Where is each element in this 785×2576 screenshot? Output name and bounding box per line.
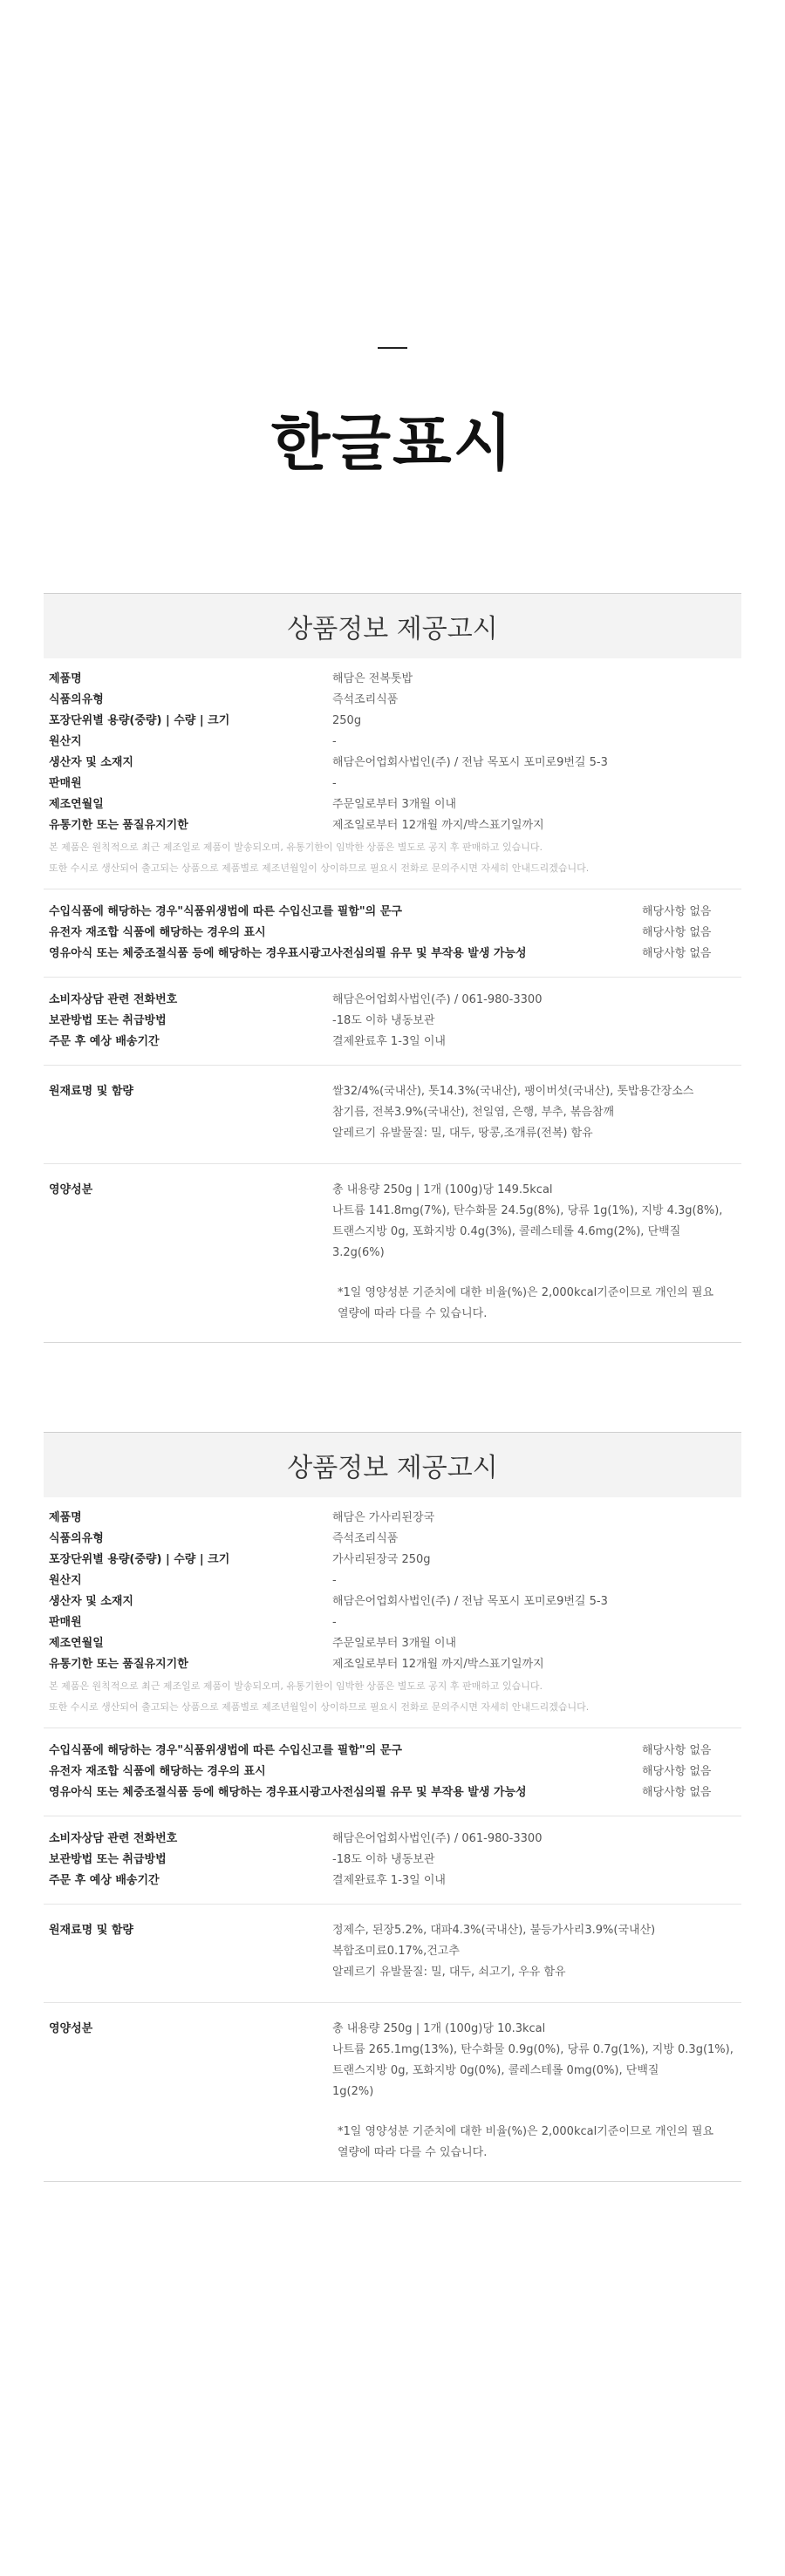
- info-row: [44, 1508, 741, 1529]
- row-value: 해담은어업회사법인(주) / 061-980-3300: [332, 993, 543, 1006]
- info-row: [44, 902, 741, 923]
- product-notice-2: [44, 1432, 741, 2182]
- info-row: [44, 1529, 741, 1550]
- row-label: 원재료명 및 함량: [49, 1924, 133, 1937]
- row-label: 원산지: [49, 1574, 82, 1587]
- row-label: 영양성분: [49, 1183, 93, 1196]
- note-text: 본 제품은 원칙적으로 최근 제조일로 제품이 발송되오며, 유통기한이 임박한 상품은 별도로 공지 후 판매하고 있습니다.: [49, 1680, 543, 1692]
- row-value: 주문일로부터 3개월 이내: [332, 798, 457, 811]
- info-row: [44, 1633, 741, 1654]
- row-value: 해당사항 없음: [642, 1744, 712, 1757]
- basic-info-group: [44, 658, 741, 889]
- info-row: [44, 1011, 741, 1032]
- row-label: 소비자상담 관련 전화번호: [49, 1832, 178, 1845]
- info-row: [44, 773, 741, 794]
- row-label: 유통기한 또는 품질유지기한: [49, 819, 188, 832]
- info-row: [44, 1920, 741, 1983]
- row-label: 생산자 및 소재지: [49, 756, 133, 769]
- row-value: 해담은 전복톳밥: [332, 672, 413, 685]
- notice-header: 상품정보 제공고시: [44, 593, 741, 658]
- info-row: [44, 732, 741, 753]
- row-value: 해당사항 없음: [642, 905, 712, 918]
- info-row: [44, 1850, 741, 1871]
- nutrition-line: 나트륨 141.8mg(7%), 탄수화물 24.5g(8%), 당류 1g(1%), 지방 4.3g(8%),: [332, 1204, 723, 1217]
- row-value: 즉석조리식품: [332, 693, 399, 706]
- info-row: [44, 1762, 741, 1782]
- row-value: 즉석조리식품: [332, 1532, 399, 1545]
- row-label: 보관방법 또는 취급방법: [49, 1014, 167, 1027]
- row-label: 제품명: [49, 1511, 82, 1524]
- info-row: [44, 923, 741, 944]
- import-info-group: [44, 889, 741, 978]
- info-row: [44, 1550, 741, 1571]
- row-label: 영양성분: [49, 2022, 93, 2035]
- row-value: 해담은어업회사법인(주) / 전남 목포시 포미로9번길 5-3: [332, 1595, 608, 1608]
- row-label: 주문 후 예상 배송기간: [49, 1035, 160, 1048]
- info-row: [44, 1180, 741, 1325]
- row-value: 해당사항 없음: [642, 947, 712, 960]
- row-value: 제조일로부터 12개월 까지/박스표기일까지: [332, 819, 544, 832]
- row-label: 포장단위별 용량(중량) | 수량 | 크기: [49, 1553, 230, 1566]
- ingredients-group: [44, 1905, 741, 2003]
- row-label: 영유아식 또는 체중조절식품 등에 해당하는 경우표시광고사전심의필 유무 및 부작용 발생 가능성: [49, 947, 527, 960]
- nutrition-value: [332, 2019, 741, 2164]
- nutrition-line: 나트륨 265.1mg(13%), 탄수화물 0.9g(0%), 당류 0.7g(1%), 지방 0.3g(1%),: [332, 2043, 734, 2056]
- row-value: -: [332, 1616, 337, 1629]
- nutrition-line: 트랜스지방 0g, 포화지방 0.4g(3%), 콜레스테롤 4.6mg(2%), 단백질: [332, 1225, 681, 1238]
- info-row: [44, 711, 741, 732]
- title-dash: [378, 347, 407, 349]
- row-label: 제조연월일: [49, 1637, 104, 1650]
- row-value: 결제완료후 1-3일 이내: [332, 1874, 446, 1887]
- row-label: 영유아식 또는 체중조절식품 등에 해당하는 경우표시광고사전심의필 유무 및 부작용 발생 가능성: [49, 1786, 527, 1799]
- contact-info-group: [44, 1816, 741, 1905]
- info-row: [44, 1741, 741, 1762]
- info-row: [44, 1829, 741, 1850]
- info-row: [44, 1782, 741, 1803]
- row-label: 원산지: [49, 735, 82, 748]
- info-row: [44, 794, 741, 815]
- footnote-line: *1일 영양성분 기준치에 대한 비율(%)은 2,000kcal기준이므로 개인의 필요: [338, 2125, 714, 2138]
- info-row: [44, 1871, 741, 1891]
- info-row: [44, 1571, 741, 1591]
- ingredients-group: [44, 1066, 741, 1164]
- ingredients-line: 참기름, 전복3.9%(국내산), 천일염, 은행, 부추, 볶음참깨: [332, 1106, 615, 1119]
- row-value: 해당사항 없음: [642, 926, 712, 939]
- info-row: [44, 1081, 741, 1144]
- notice-header: 상품정보 제공고시: [44, 1432, 741, 1497]
- row-label: 생산자 및 소재지: [49, 1595, 133, 1608]
- row-label: 주문 후 예상 배송기간: [49, 1874, 160, 1887]
- row-value: 해담은어업회사법인(주) / 전남 목포시 포미로9번길 5-3: [332, 756, 608, 769]
- info-row: [44, 1654, 741, 1675]
- row-label: 소비자상담 관련 전화번호: [49, 993, 178, 1006]
- row-label: 유전자 재조합 식품에 해당하는 경우의 표시: [49, 926, 266, 939]
- product-notice-1: [44, 593, 741, 1343]
- row-label: 식품의유형: [49, 1532, 104, 1545]
- row-value: 해당사항 없음: [642, 1765, 712, 1778]
- nutrition-footnote: [332, 1283, 741, 1325]
- row-value: 주문일로부터 3개월 이내: [332, 1637, 457, 1650]
- footnote-line: 열량에 따라 다를 수 있습니다.: [338, 1307, 488, 1320]
- row-value: 결제완료후 1-3일 이내: [332, 1035, 446, 1048]
- info-row: [44, 1032, 741, 1053]
- row-label: 보관방법 또는 취급방법: [49, 1853, 167, 1866]
- row-value: -18도 이하 냉동보관: [332, 1014, 435, 1027]
- note-text: 본 제품은 원칙적으로 최근 제조일로 제품이 발송되오며, 유통기한이 임박한 상품은 별도로 공지 후 판매하고 있습니다.: [49, 842, 543, 853]
- nutrition-group: [44, 1164, 741, 1342]
- row-label: 원재료명 및 함량: [49, 1085, 133, 1098]
- row-label: 판매원: [49, 777, 82, 790]
- row-label: 제조연월일: [49, 798, 104, 811]
- nutrition-line: 총 내용량 250g | 1개 (100g)당 149.5kcal: [332, 1183, 553, 1196]
- row-value: 해당사항 없음: [642, 1786, 712, 1799]
- row-value: -: [332, 735, 337, 748]
- ingredients-line: 복합조미료0.17%,건고추: [332, 1945, 460, 1958]
- allergy-info: 알레르기 유발물질: 밀, 대두, 쇠고기, 우유 함유: [332, 1966, 566, 1979]
- info-row: [44, 1612, 741, 1633]
- ingredients-value: [332, 1920, 741, 1983]
- nutrition-footnote: [332, 2122, 741, 2164]
- ingredients-value: [332, 1081, 741, 1144]
- nutrition-line: 트랜스지방 0g, 포화지방 0g(0%), 콜레스테롤 0mg(0%), 단백질: [332, 2064, 659, 2077]
- row-label: 판매원: [49, 1616, 82, 1629]
- note-text: 또한 수시로 생산되어 출고되는 상품으로 제품별로 제조년월일이 상이하므로 필요시 전화로 문의주시면 자세히 안내드리겠습니다.: [49, 862, 590, 874]
- footnote-line: 열량에 따라 다를 수 있습니다.: [338, 2146, 488, 2159]
- footnote-line: *1일 영양성분 기준치에 대한 비율(%)은 2,000kcal기준이므로 개인의 필요: [338, 1286, 714, 1299]
- nutrition-value: [332, 1180, 741, 1325]
- info-row: [44, 2019, 741, 2164]
- info-row: [44, 944, 741, 964]
- info-row: [44, 690, 741, 711]
- ingredients-line: 쌀32/4%(국내산), 톳14.3%(국내산), 팽이버섯(국내산), 톳밥용간장소스: [332, 1085, 694, 1098]
- row-label: 포장단위별 용량(중량) | 수량 | 크기: [49, 714, 230, 727]
- ingredients-line: 정제수, 된장5.2%, 대파4.3%(국내산), 불등가사리3.9%(국내산): [332, 1924, 656, 1937]
- row-value: 가사리된장국 250g: [332, 1553, 431, 1566]
- nutrition-line: 3.2g(6%): [332, 1246, 385, 1259]
- row-value: 250g: [332, 714, 362, 727]
- row-label: 유통기한 또는 품질유지기한: [49, 1658, 188, 1671]
- info-row: [44, 669, 741, 690]
- row-label: 유전자 재조합 식품에 해당하는 경우의 표시: [49, 1765, 266, 1778]
- info-row: [44, 990, 741, 1011]
- row-value: -: [332, 777, 337, 790]
- row-label: 식품의유형: [49, 693, 104, 706]
- row-label: 제품명: [49, 672, 82, 685]
- info-row: [44, 1591, 741, 1612]
- row-label: 수입식품에 해당하는 경우"식품위생법에 따른 수입신고를 필함"의 문구: [49, 905, 402, 918]
- import-info-group: [44, 1728, 741, 1816]
- row-value: 제조일로부터 12개월 까지/박스표기일까지: [332, 1658, 544, 1671]
- contact-info-group: [44, 978, 741, 1066]
- note-text: 또한 수시로 생산되어 출고되는 상품으로 제품별로 제조년월일이 상이하므로 필요시 전화로 문의주시면 자세히 안내드리겠습니다.: [49, 1701, 590, 1713]
- info-row: [44, 815, 741, 836]
- page-title: 한글표시: [270, 407, 515, 479]
- nutrition-line: 1g(2%): [332, 2085, 374, 2098]
- info-row: [44, 753, 741, 773]
- row-label: 수입식품에 해당하는 경우"식품위생법에 따른 수입신고를 필함"의 문구: [49, 1744, 402, 1757]
- row-value: 해담은어업회사법인(주) / 061-980-3300: [332, 1832, 543, 1845]
- nutrition-group: [44, 2003, 741, 2181]
- row-value: -: [332, 1574, 337, 1587]
- row-value: 해담은 가사리된장국: [332, 1511, 435, 1524]
- nutrition-line: 총 내용량 250g | 1개 (100g)당 10.3kcal: [332, 2022, 546, 2035]
- allergy-info: 알레르기 유발물질: 밀, 대두, 땅콩,조개류(전복) 함유: [332, 1127, 593, 1140]
- row-value: -18도 이하 냉동보관: [332, 1853, 435, 1866]
- basic-info-group: [44, 1497, 741, 1728]
